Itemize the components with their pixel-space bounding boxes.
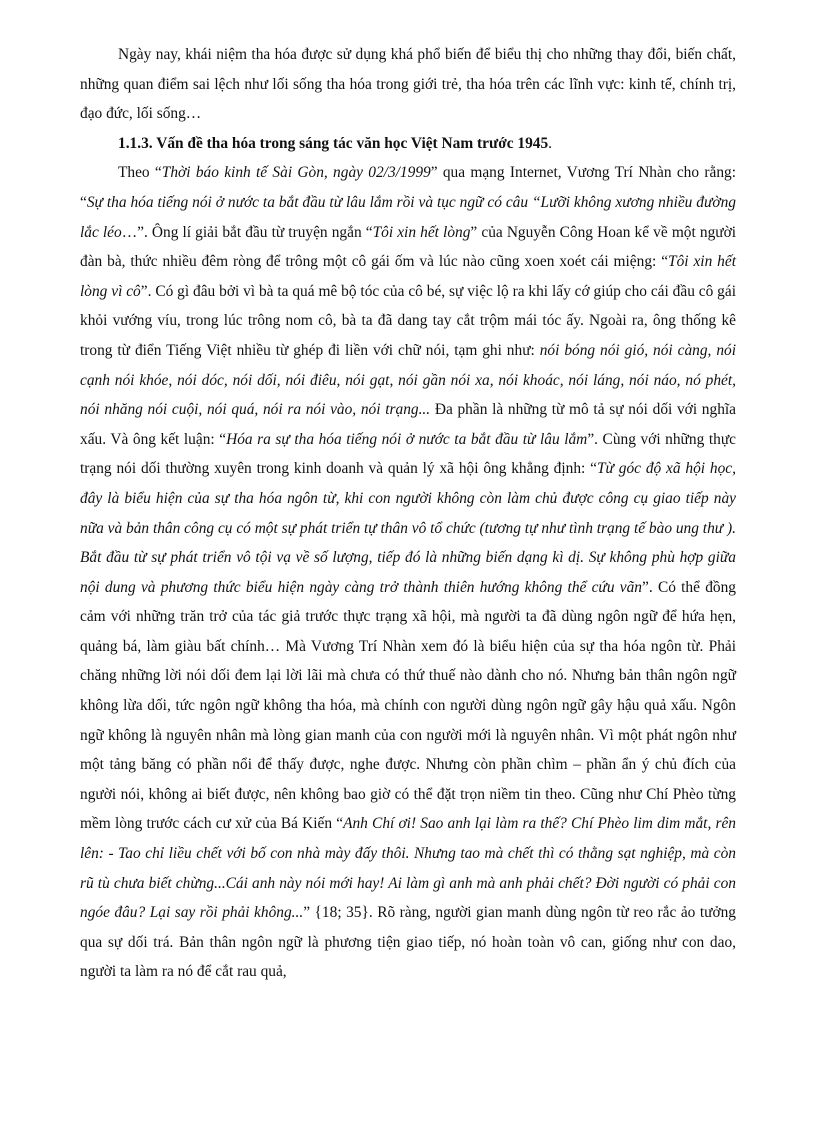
paragraph-main xyxy=(80,158,736,987)
section-heading-text: 1.1.3. Vấn đề tha hóa trong sáng tác văn học Việt Nam trước 1945 xyxy=(118,134,549,152)
text-run: …”. Ông lí giải bắt đầu từ truyện ngắn “ xyxy=(121,223,373,241)
text-run: Theo “ xyxy=(118,164,162,182)
italic-quote: Tôi xin hết lòng vì cô xyxy=(80,253,736,300)
section-heading-period: . xyxy=(548,134,553,152)
italic-story-title: Tôi xin hết lòng xyxy=(372,223,471,241)
italic-quote: Hóa ra sự tha hóa tiếng nói ở nước ta bắt đầu từ lâu lắm xyxy=(226,430,588,448)
page-body xyxy=(80,40,736,987)
italic-quote: Từ góc độ xã hội học, đây là biểu hiện của sự tha hóa ngôn từ, khi con người không còn làm chủ được công cụ giao tiếp này nữa và bản thân công cụ có một sự phát triển tự thân vô tổ chức (tương tự như tình trạng tế bào ung thư ). Bắt đầu từ sự phát triển vô tội vạ về số lượng, tiếp đó là những biến dạng kì dị. Sự không phù hợp giữa nội dung và phương thức biểu hiện ngày càng trở thành thiên hướng không thể cứu vãn xyxy=(80,460,736,596)
text-run: ” của Nguyễn Công Hoan kể về một người đàn bà, thức nhiều đêm ròng để trông một cô gái ốm và lúc nào cũng xoen xoét cái miệng: “ xyxy=(80,223,737,271)
section-heading xyxy=(80,129,736,159)
italic-quote: Anh Chí ơi! Sao anh lại làm ra thế? Chí Phèo lim dim mắt, rên lên: - Tao chỉ liều chết với bố con nhà mày đấy thôi. Nhưng tao mà chết thì có thằng sạt nghiệp, mà còn rũ tù chưa biết chừng...Cái anh này nói mới hay! Ai làm gì anh mà anh phải chết? Đời người có phải con ngóe đâu? Lại say rồi phải không... xyxy=(80,815,736,922)
text-run: ”. Cùng với những thực trạng nói dối thường xuyên trong kinh doanh và quản lý xã hội ông khẳng định: “ xyxy=(80,430,736,478)
paragraph-intro: Ngày nay, khái niệm tha hóa được sử dụng khá phổ biến để biểu thị cho những thay đổi, biến chất, những quan điểm sai lệch như lối sống tha hóa trong giới trẻ, tha hóa trên các lĩnh vực: kinh tế, chính trị, đạo đức, lối sống… xyxy=(80,46,736,123)
text-run: Đa phần là những từ mô tả sự nói dối với nghĩa xấu. Và ông kết luận: “ xyxy=(80,401,736,448)
italic-quote: Sự tha hóa tiếng nói ở nước ta bắt đầu từ lâu lắm rồi và tục ngữ có câu “Lưỡi không xương nhiều đường lắc léo xyxy=(80,193,736,241)
text-run: ”. Có thể đồng cảm với những trăn trở của tác giả trước thực trạng xã hội, mà người ta đã dùng ngôn ngữ để hứa hẹn, quảng bá, làm giàu bất chính… Mà Vương Trí Nhàn xem đó là biểu hiện của sự tha hóa ngôn từ. Phải chăng những lời nói dối đem lại lời lãi mà chưa có thứ thuế nào dành cho nó. Nhưng bản thân ngôn ngữ không lừa dối, tức ngôn ngữ không tha hóa, mà chính con người dùng ngôn ngữ gây hậu quả xấu. Ngôn ngữ không là nguyên nhân mà lòng gian manh của con người mới là nguyên nhân. Vì một phát ngôn như một tảng băng có phần nổi để thấy được, nghe được. Nhưng còn phần chìm – phần ẩn ý chủ đích của người nói, không ai biết được, nên không bao giờ có thể đặt trọn niềm tin theo. Cũng như Chí Phèo từng mềm lòng trước cách cư xử của Bá Kiến “ xyxy=(80,578,736,833)
italic-word-list: nói bóng nói gió, nói càng, nói cạnh nói khóe, nói dóc, nói dối, nói điêu, nói gạt, nói gần nói xa, nói khoác, nói láng, nói náo, nó phét, nói nhăng nói cuội, nói quá, nói ra nói vào, nói trạng... xyxy=(80,341,736,419)
text-run: ” {18; 35}. Rõ ràng, người gian manh dùng ngôn từ reo rắc ảo tưởng qua sự dối trá. Bản thân ngôn ngữ là phương tiện giao tiếp, nó hoàn toàn vô can, giống như con dao, người ta làm ra nó để cắt rau quả, xyxy=(80,904,736,981)
italic-source-title: Thời báo kinh tế Sài Gòn, ngày 02/3/1999 xyxy=(161,164,431,182)
text-run: ”. Có gì đâu bởi vì bà ta quá mê bộ tóc của cô bé, sự việc lộ ra khi lấy cớ giúp cho cái đầu cô gái khỏi vướng víu, trong lúc trông nom cô, bà ta đã dang tay cắt trộm mái tóc ấy. Ngoài ra, ông thống kê trong từ điển Tiếng Việt nhiều từ ghép đi liền với chữ nói, tạm ghi như: xyxy=(80,282,736,359)
text-run: ” qua mạng Internet, Vương Trí Nhàn cho rằng: “ xyxy=(80,164,736,211)
